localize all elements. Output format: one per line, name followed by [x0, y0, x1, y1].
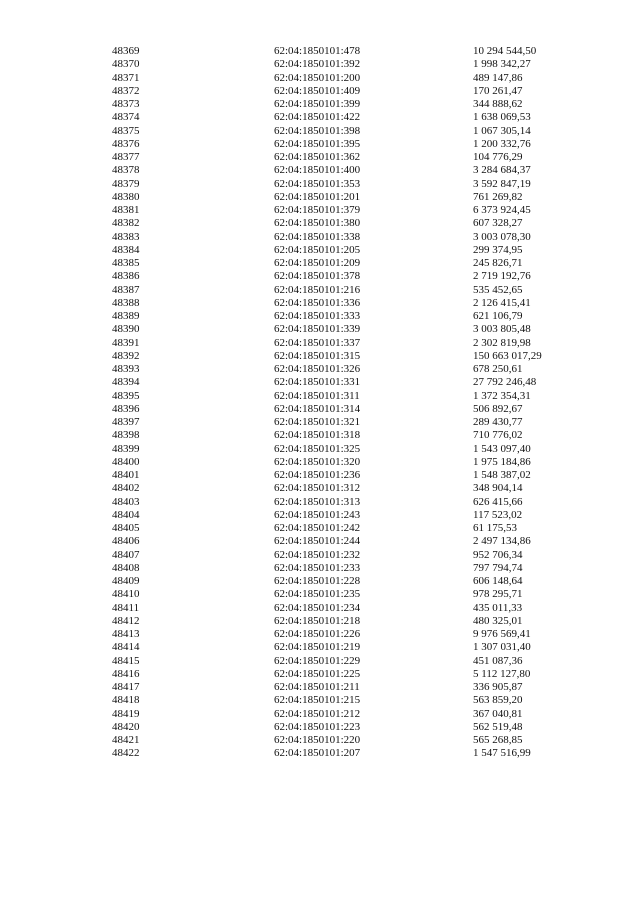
cadastral-number: 62:04:1850101:232: [274, 548, 361, 561]
cadastral-value: 1 372 354,31: [473, 389, 531, 402]
cadastral-value: 621 106,79: [473, 310, 523, 322]
cadastral-value: 1 547 516,99: [473, 747, 531, 760]
cadastral-value: 3 284 684,37: [473, 164, 531, 177]
table-row: [0, 257, 640, 270]
cadastral-number: 62:04:1850101:338: [274, 230, 361, 243]
cadastral-number: 62:04:1850101:395: [274, 137, 361, 150]
cadastral-value: 1 548 387,02: [473, 469, 531, 481]
cadastral-number: 62:04:1850101:353: [274, 177, 361, 190]
row-number: 48410: [112, 588, 140, 601]
cadastral-value: 952 706,34: [473, 548, 523, 561]
cadastral-value: 9 976 569,41: [473, 628, 531, 640]
cadastral-number: 62:04:1850101:311: [274, 389, 360, 402]
table-row: [0, 734, 640, 747]
table-row: [0, 509, 640, 522]
row-number: 48419: [112, 707, 140, 720]
cadastral-number: 62:04:1850101:326: [274, 363, 361, 375]
cadastral-number: 62:04:1850101:234: [274, 601, 361, 614]
cadastral-number: 62:04:1850101:313: [274, 495, 361, 508]
table-row: [0, 429, 640, 442]
cadastral-value: 3 003 078,30: [473, 230, 531, 243]
table-row: [0, 270, 640, 283]
cadastral-value: 535 452,65: [473, 283, 523, 296]
cadastral-number: 62:04:1850101:235: [274, 588, 361, 601]
cadastral-number: 62:04:1850101:212: [274, 707, 361, 720]
table-row: [0, 350, 640, 363]
row-number: 48397: [112, 416, 140, 428]
row-number: 48413: [112, 628, 140, 640]
cadastral-number: 62:04:1850101:218: [274, 614, 361, 627]
cadastral-value: 1 638 069,53: [473, 111, 531, 124]
cadastral-number: 62:04:1850101:225: [274, 667, 361, 680]
cadastral-number: 62:04:1850101:226: [274, 628, 361, 640]
cadastral-value: 1 200 332,76: [473, 137, 531, 150]
cadastral-number: 62:04:1850101:339: [274, 323, 361, 336]
cadastral-number: 62:04:1850101:392: [274, 58, 361, 71]
cadastral-number: 62:04:1850101:219: [274, 641, 361, 654]
table-row: [0, 668, 640, 681]
row-number: 48381: [112, 204, 140, 216]
cadastral-number: 62:04:1850101:200: [274, 71, 361, 84]
table-row: [0, 231, 640, 244]
cadastral-value: 606 148,64: [473, 575, 523, 587]
cadastral-value: 480 325,01: [473, 614, 523, 627]
table-row: [0, 469, 640, 482]
cadastral-number: 62:04:1850101:337: [274, 336, 361, 349]
cadastral-number: 62:04:1850101:318: [274, 429, 361, 442]
table-row: [0, 45, 640, 58]
cadastral-number: 62:04:1850101:409: [274, 84, 361, 97]
table-row: [0, 628, 640, 641]
row-number: 48411: [112, 601, 140, 614]
data-table: [0, 45, 640, 761]
cadastral-value: 489 147,86: [473, 71, 523, 84]
row-number: 48369: [112, 45, 140, 57]
cadastral-number: 62:04:1850101:315: [274, 349, 361, 362]
row-number: 48374: [112, 111, 140, 124]
cadastral-number: 62:04:1850101:321: [274, 416, 361, 428]
cadastral-value: 563 859,20: [473, 694, 523, 707]
table-row: [0, 456, 640, 469]
cadastral-value: 2 302 819,98: [473, 336, 531, 349]
table-row: [0, 244, 640, 257]
cadastral-value: 117 523,02: [473, 508, 523, 521]
table-row: [0, 151, 640, 164]
cadastral-number: 62:04:1850101:333: [274, 310, 361, 322]
cadastral-value: 761 269,82: [473, 190, 523, 203]
row-number: 48404: [112, 508, 140, 521]
table-row: [0, 655, 640, 668]
row-number: 48370: [112, 58, 140, 71]
table-row: [0, 72, 640, 85]
cadastral-value: 978 295,71: [473, 588, 523, 601]
table-row: [0, 708, 640, 721]
cadastral-value: 1 067 305,14: [473, 124, 531, 137]
row-number: 48405: [112, 522, 140, 534]
cadastral-number: 62:04:1850101:325: [274, 442, 361, 455]
row-number: 48380: [112, 190, 140, 203]
table-row: [0, 482, 640, 495]
row-number: 48382: [112, 217, 140, 230]
cadastral-value: 104 776,29: [473, 151, 523, 163]
row-number: 48376: [112, 137, 140, 150]
cadastral-number: 62:04:1850101:379: [274, 204, 361, 216]
cadastral-number: 62:04:1850101:314: [274, 402, 361, 415]
table-row: [0, 98, 640, 111]
row-number: 48401: [112, 469, 140, 481]
cadastral-value: 3 592 847,19: [473, 177, 531, 190]
table-row: [0, 443, 640, 456]
row-number: 48421: [112, 734, 140, 746]
table-row: [0, 58, 640, 71]
cadastral-value: 6 373 924,45: [473, 204, 531, 216]
cadastral-number: 62:04:1850101:209: [274, 257, 361, 269]
cadastral-value: 3 003 805,48: [473, 323, 531, 336]
table-row: [0, 297, 640, 310]
cadastral-value: 451 087,36: [473, 654, 523, 667]
cadastral-value: 10 294 544,50: [473, 45, 537, 57]
cadastral-number: 62:04:1850101:320: [274, 455, 361, 468]
table-row: [0, 310, 640, 323]
table-row: [0, 376, 640, 389]
cadastral-value: 1 543 097,40: [473, 442, 531, 455]
cadastral-value: 27 792 246,48: [473, 376, 537, 389]
cadastral-value: 435 011,33: [473, 601, 523, 614]
row-number: 48384: [112, 243, 140, 256]
row-number: 48412: [112, 614, 140, 627]
table-row: [0, 403, 640, 416]
cadastral-number: 62:04:1850101:422: [274, 111, 361, 124]
cadastral-value: 626 415,66: [473, 495, 523, 508]
table-row: [0, 111, 640, 124]
cadastral-value: 367 040,81: [473, 707, 523, 720]
cadastral-value: 5 112 127,80: [473, 667, 531, 680]
table-row: [0, 522, 640, 535]
cadastral-value: 1 975 184,86: [473, 455, 531, 468]
table-row: [0, 125, 640, 138]
cadastral-value: 607 328,27: [473, 217, 523, 230]
row-number: 48385: [112, 257, 140, 269]
row-number: 48389: [112, 310, 140, 322]
row-number: 48409: [112, 575, 140, 587]
cadastral-number: 62:04:1850101:244: [274, 535, 361, 548]
row-number: 48391: [112, 336, 140, 349]
row-number: 48383: [112, 230, 140, 243]
cadastral-number: 62:04:1850101:229: [274, 654, 361, 667]
table-row: [0, 390, 640, 403]
table-row: [0, 178, 640, 191]
cadastral-value: 336 905,87: [473, 681, 523, 693]
row-number: 48399: [112, 442, 140, 455]
cadastral-value: 150 663 017,29: [473, 349, 542, 362]
row-number: 48379: [112, 177, 140, 190]
table-row: [0, 535, 640, 548]
table-row: [0, 416, 640, 429]
row-number: 48414: [112, 641, 140, 654]
cadastral-value: 2 497 134,86: [473, 535, 531, 548]
cadastral-number: 62:04:1850101:336: [274, 296, 361, 309]
table-row: [0, 694, 640, 707]
cadastral-number: 62:04:1850101:378: [274, 270, 361, 283]
table-row: [0, 602, 640, 615]
row-number: 48418: [112, 694, 140, 707]
row-number: 48407: [112, 548, 140, 561]
row-number: 48400: [112, 455, 140, 468]
table-row: [0, 747, 640, 760]
cadastral-value: 506 892,67: [473, 402, 523, 415]
cadastral-number: 62:04:1850101:398: [274, 124, 361, 137]
row-number: 48377: [112, 151, 140, 163]
cadastral-number: 62:04:1850101:211: [274, 681, 360, 693]
table-row: [0, 681, 640, 694]
row-number: 48388: [112, 296, 140, 309]
row-number: 48402: [112, 482, 140, 495]
cadastral-number: 62:04:1850101:236: [274, 469, 361, 481]
table-row: [0, 615, 640, 628]
row-number: 48373: [112, 98, 140, 110]
row-number: 48403: [112, 495, 140, 508]
cadastral-number: 62:04:1850101:205: [274, 243, 361, 256]
row-number: 48371: [112, 71, 140, 84]
cadastral-value: 710 776,02: [473, 429, 523, 442]
cadastral-number: 62:04:1850101:215: [274, 694, 361, 707]
cadastral-number: 62:04:1850101:220: [274, 734, 361, 746]
row-number: 48394: [112, 376, 140, 389]
cadastral-number: 62:04:1850101:233: [274, 561, 361, 574]
cadastral-number: 62:04:1850101:207: [274, 747, 361, 760]
row-number: 48393: [112, 363, 140, 375]
cadastral-number: 62:04:1850101:399: [274, 98, 361, 110]
table-row: [0, 588, 640, 601]
row-number: 48390: [112, 323, 140, 336]
table-row: [0, 217, 640, 230]
cadastral-number: 62:04:1850101:400: [274, 164, 361, 177]
table-row: [0, 138, 640, 151]
row-number: 48396: [112, 402, 140, 415]
cadastral-number: 62:04:1850101:478: [274, 45, 361, 57]
table-row: [0, 284, 640, 297]
row-number: 48420: [112, 720, 140, 733]
table-row: [0, 496, 640, 509]
table-row: [0, 85, 640, 98]
cadastral-value: 797 794,74: [473, 561, 523, 574]
table-row: [0, 337, 640, 350]
row-number: 48378: [112, 164, 140, 177]
cadastral-number: 62:04:1850101:362: [274, 151, 361, 163]
cadastral-number: 62:04:1850101:242: [274, 522, 361, 534]
cadastral-number: 62:04:1850101:223: [274, 720, 361, 733]
row-number: 48406: [112, 535, 140, 548]
row-number: 48416: [112, 667, 140, 680]
cadastral-value: 348 904,14: [473, 482, 523, 495]
cadastral-value: 2 719 192,76: [473, 270, 531, 283]
table-row: [0, 164, 640, 177]
cadastral-value: 299 374,95: [473, 243, 523, 256]
row-number: 48372: [112, 84, 140, 97]
cadastral-number: 62:04:1850101:216: [274, 283, 361, 296]
row-number: 48422: [112, 747, 140, 760]
table-row: [0, 363, 640, 376]
cadastral-number: 62:04:1850101:201: [274, 190, 361, 203]
table-row: [0, 549, 640, 562]
cadastral-value: 1 307 031,40: [473, 641, 531, 654]
row-number: 48387: [112, 283, 140, 296]
row-number: 48386: [112, 270, 140, 283]
row-number: 48415: [112, 654, 140, 667]
cadastral-value: 2 126 415,41: [473, 296, 531, 309]
table-row: [0, 641, 640, 654]
table-row: [0, 323, 640, 336]
row-number: 48395: [112, 389, 140, 402]
table-row: [0, 575, 640, 588]
table-row: [0, 721, 640, 734]
cadastral-value: 289 430,77: [473, 416, 523, 428]
cadastral-number: 62:04:1850101:380: [274, 217, 361, 230]
table-row: [0, 191, 640, 204]
cadastral-value: 344 888,62: [473, 98, 523, 110]
cadastral-number: 62:04:1850101:312: [274, 482, 361, 495]
table-row: [0, 204, 640, 217]
row-number: 48408: [112, 561, 140, 574]
cadastral-value: 562 519,48: [473, 720, 523, 733]
cadastral-value: 678 250,61: [473, 363, 523, 375]
table-row: [0, 562, 640, 575]
cadastral-value: 565 268,85: [473, 734, 523, 746]
cadastral-value: 1 998 342,27: [473, 58, 531, 71]
row-number: 48375: [112, 124, 140, 137]
cadastral-value: 61 175,53: [473, 522, 517, 534]
row-number: 48392: [112, 349, 140, 362]
cadastral-number: 62:04:1850101:331: [274, 376, 361, 389]
cadastral-number: 62:04:1850101:228: [274, 575, 361, 587]
cadastral-number: 62:04:1850101:243: [274, 508, 361, 521]
row-number: 48398: [112, 429, 140, 442]
cadastral-value: 245 826,71: [473, 257, 523, 269]
cadastral-value: 170 261,47: [473, 84, 523, 97]
row-number: 48417: [112, 681, 140, 693]
